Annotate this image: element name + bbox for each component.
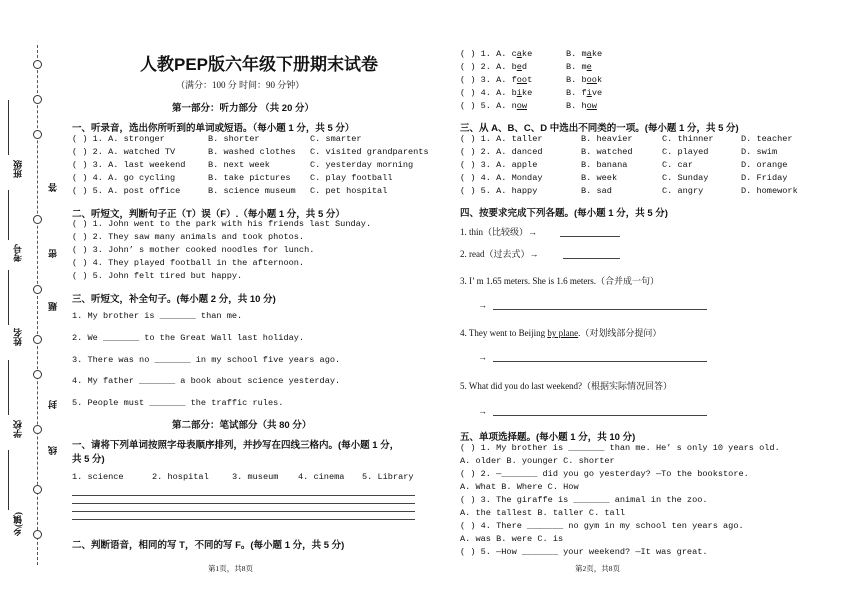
four-line-grid <box>72 511 415 512</box>
binding-hole <box>33 530 42 539</box>
w3-option-d: D. swim <box>741 147 778 157</box>
w3-option-d: D. homework <box>741 186 798 196</box>
seal-char: 线 <box>48 446 58 455</box>
s1-option-a: ( ) 1. A. stronger <box>72 134 165 144</box>
phonics-option-a: ( ) 4. A. bike <box>460 88 533 98</box>
s2-statement: ( ) 3. John’ s mother cooked noodles for lunch. <box>72 245 315 255</box>
s3-sentence: 4. My father _______ a book about science yesterday. <box>72 376 341 387</box>
town-field-line <box>8 450 9 510</box>
s2-statement: ( ) 5. John felt tired but happy. <box>72 271 243 281</box>
phonics-option-a: ( ) 1. A. cake <box>460 49 533 59</box>
phonics-option-b: B. how <box>566 101 597 111</box>
footer-left: 第1页，共8页 <box>208 564 253 573</box>
s2-heading: 二、听短文，判断句子正（T）误（F）.（每小题 1 分，共 5 分） <box>72 209 345 220</box>
phonics-option-a: ( ) 2. A. bed <box>460 62 528 72</box>
w3-option-d: D. orange <box>741 160 788 170</box>
name-field-line <box>8 270 9 325</box>
s3-sentence: 2. We _______ to the Great Wall last holiday. <box>72 332 305 343</box>
w5-line: A. the tallest B. taller C. tall <box>460 508 626 518</box>
answer-line <box>563 258 620 259</box>
w3-option-a: ( ) 2. A. danced <box>460 147 543 157</box>
exam-no-field-line <box>8 190 9 240</box>
seal-char: 密 <box>48 249 58 258</box>
w3-option-a: ( ) 5. A. happy <box>460 186 538 196</box>
four-line-grid <box>72 503 415 504</box>
w3-option-b: B. watched <box>581 147 633 157</box>
w3-option-c: C. thinner <box>662 134 714 144</box>
w1-word: 2. hospital <box>152 472 209 482</box>
town-label: 乡(镇) <box>13 512 23 536</box>
exam-no-label: 考号 <box>13 244 23 262</box>
binding-hole <box>33 335 42 344</box>
binding-hole <box>33 285 42 294</box>
phonics-option-b: B. book <box>566 75 603 85</box>
phonics-option-b: B. five <box>566 88 603 98</box>
w4-q5: 5. What did you do last weekend?（根据实际情况回答） <box>460 381 673 391</box>
s1-option-c: C. pet hospital <box>310 186 388 196</box>
s1-option-b: B. shorter <box>208 134 260 144</box>
binding-hole <box>33 370 42 379</box>
s1-option-a: ( ) 4. A. go cycling <box>72 173 176 183</box>
s1-option-a: ( ) 3. A. last weekend <box>72 160 186 170</box>
w1-word: 4. cinema <box>298 472 345 482</box>
name-label: 姓名 <box>13 328 23 346</box>
w4-q4: 4. They went to Beijing by plane.（对划线部分提问） <box>460 328 662 338</box>
s2-statement: ( ) 1. John went to the park with his friends last Sunday. <box>72 219 372 229</box>
footer-right: 第2页，共8页 <box>575 564 620 573</box>
phonics-option-b: B. make <box>566 49 603 59</box>
exam-title: 人教PEP版六年级下册期末试卷 <box>140 55 379 74</box>
class-label: 班级 <box>13 160 23 178</box>
s1-option-a: ( ) 5. A. post office <box>72 186 181 196</box>
w3-option-b: B. heavier <box>581 134 633 144</box>
w5-line: ( ) 4. There _______ no gym in my school ten years ago. <box>460 521 744 531</box>
s2-statement: ( ) 2. They saw many animals and took photos. <box>72 232 305 242</box>
w3-option-d: D. Friday <box>741 173 788 183</box>
w3-option-d: D. teacher <box>741 134 793 144</box>
w3-option-b: B. sad <box>581 186 612 196</box>
s3-heading: 三、听短文，补全句子。(每小题 2 分，共 10 分) <box>72 294 276 305</box>
binding-hole <box>33 130 42 139</box>
phonics-option-b: B. me <box>566 62 592 72</box>
binding-hole <box>33 95 42 104</box>
binding-hole <box>33 215 42 224</box>
w4-q3: 3. I’ m 1.65 meters. She is 1.6 meters.（合并成一句） <box>460 276 660 286</box>
binding-hole <box>33 485 42 494</box>
w3-heading: 三、从 A、B、C、D 中选出不同类的一项。(每小题 1 分，共 5 分) <box>460 123 739 134</box>
s1-option-b: B. next week <box>208 160 270 170</box>
s1-option-b: B. washed clothes <box>208 147 296 157</box>
w5-line: ( ) 2. —_______ did you go yesterday? —To the bookstore. <box>460 469 749 479</box>
w3-option-b: B. banana <box>581 160 628 170</box>
school-field-line <box>8 360 9 415</box>
w4-arrow: → <box>478 300 487 310</box>
w3-option-a: ( ) 4. A. Monday <box>460 173 543 183</box>
w4-arrow: → <box>478 352 487 362</box>
w1-word: 3. museum <box>232 472 279 482</box>
four-line-grid <box>72 519 415 520</box>
w3-option-a: ( ) 3. A. apple <box>460 160 538 170</box>
s1-option-c: C. play football <box>310 173 393 183</box>
w3-option-c: C. car <box>662 160 693 170</box>
s3-sentence: 1. My brother is _______ than me. <box>72 311 243 321</box>
w3-option-a: ( ) 1. A. taller <box>460 134 543 144</box>
w5-heading: 五、单项选择题。(每小题 1 分，共 10 分) <box>460 432 636 443</box>
w1-word: 5. Library <box>362 472 414 482</box>
w4-q1: 1. thin（比较级）→ <box>460 227 538 237</box>
w2-heading: 二、判断语音，相同的写 T，不同的写 F。(每小题 1 分，共 5 分) <box>72 540 345 551</box>
seal-char: 答 <box>48 183 58 192</box>
w5-line: ( ) 3. The giraffe is _______ animal in the zoo. <box>460 495 708 505</box>
w5-line: ( ) 1. My brother is _______ than me. He’ s only 10 years old. <box>460 443 780 453</box>
s3-sentence: 5. People must _______ the traffic rules. <box>72 398 284 409</box>
s1-option-c: C. smarter <box>310 134 362 144</box>
phonics-option-a: ( ) 5. A. now <box>460 101 528 111</box>
w3-option-c: C. angry <box>662 186 704 196</box>
four-line-grid <box>72 495 415 496</box>
w5-line: A. was B. were C. is <box>460 534 564 544</box>
class-field-line <box>8 100 9 155</box>
binding-hole <box>33 425 42 434</box>
w1-heading: 一、请将下列单词按照字母表顺序排列，并抄写在四线三格内。(每小题 1 分， <box>72 440 400 451</box>
s1-option-c: C. yesterday morning <box>310 160 414 170</box>
s1-option-b: B. take pictures <box>208 173 291 183</box>
w5-line: ( ) 5. —How _______ your weekend? —It was great. <box>460 547 708 557</box>
s1-option-b: B. science museum <box>208 186 296 196</box>
seal-char: 题 <box>48 302 58 311</box>
answer-line <box>493 361 707 362</box>
s1-heading: 一、听录音，选出你所听到的单词或短语。（每小题 1 分，共 5 分） <box>72 123 355 134</box>
answer-line <box>560 236 620 237</box>
s1-option-a: ( ) 2. A. watched TV <box>72 147 176 157</box>
answer-line <box>493 415 707 416</box>
w5-line: A. What B. Where C. How <box>460 482 579 492</box>
school-label: 学校 <box>13 420 23 438</box>
part1-title: 第一部分：听力部分 （共 20 分） <box>172 103 314 114</box>
binding-hole <box>33 60 42 69</box>
part2-title: 第二部分：笔试部分（共 80 分） <box>172 420 312 431</box>
seal-char: 封 <box>48 400 58 409</box>
phonics-option-a: ( ) 3. A. foot <box>460 75 533 85</box>
w3-option-c: C. Sunday <box>662 173 709 183</box>
w1-word: 1. science <box>72 472 124 482</box>
w1-heading-cont: 共 5 分) <box>72 454 105 465</box>
s2-statement: ( ) 4. They played football in the afternoon. <box>72 258 305 268</box>
w4-q2: 2. read（过去式）→ <box>460 249 539 259</box>
s3-sentence: 3. There was no _______ in my school five years ago. <box>72 354 341 365</box>
exam-subtitle: （满分：100 分 时间：90 分钟） <box>176 80 305 90</box>
w5-line: A. older B. younger C. shorter <box>460 456 615 466</box>
w4-arrow: → <box>478 406 487 416</box>
answer-line <box>493 309 707 310</box>
s1-option-c: C. visited grandparents <box>310 147 429 157</box>
w3-option-b: B. week <box>581 173 618 183</box>
w3-option-c: C. played <box>662 147 709 157</box>
w4-heading: 四、按要求完成下列各题。(每小题 1 分，共 5 分) <box>460 208 668 219</box>
